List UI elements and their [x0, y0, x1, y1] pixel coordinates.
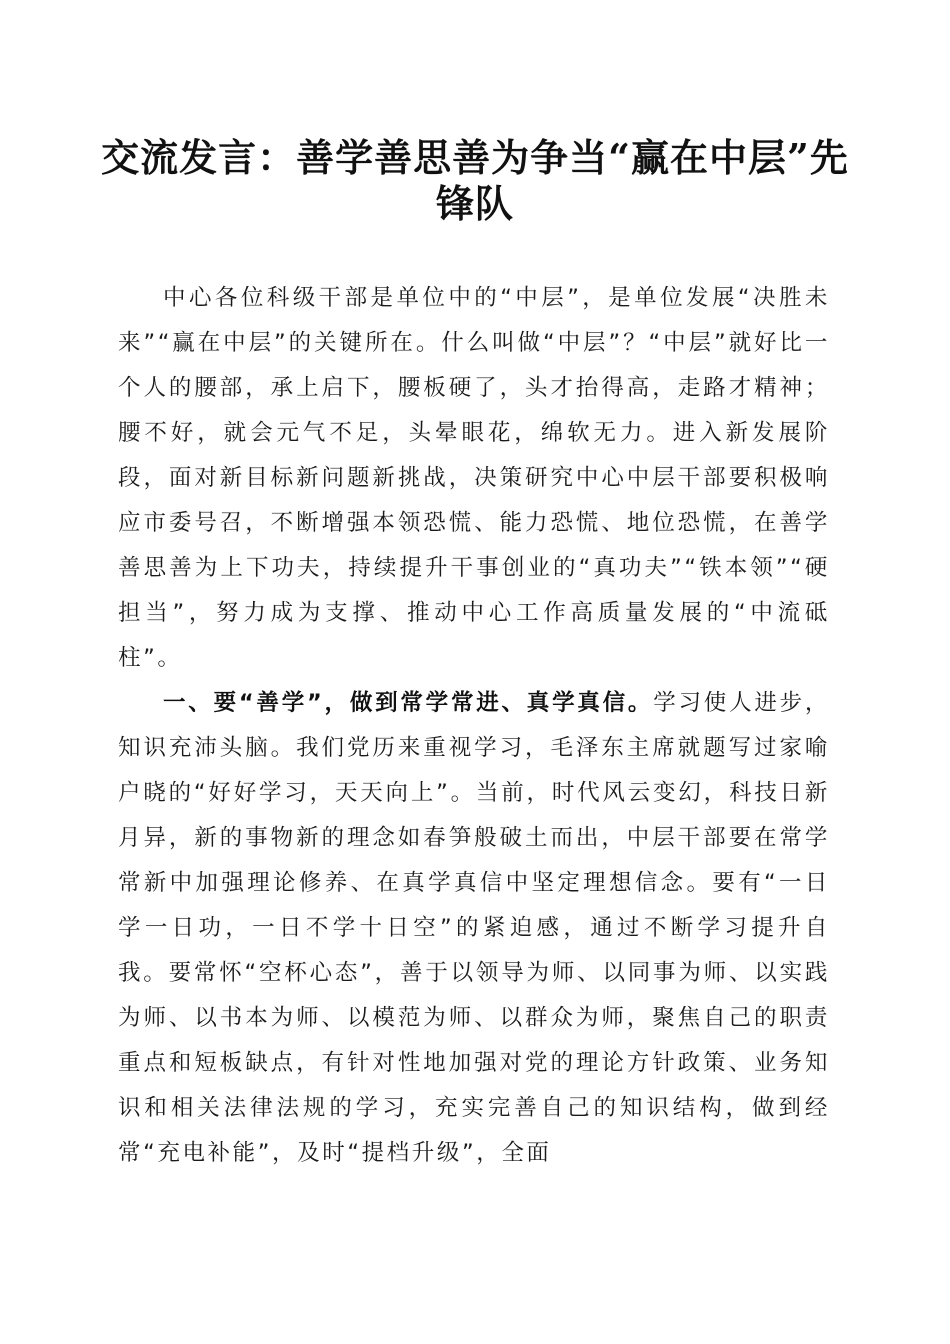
document-body — [118, 276, 830, 1176]
document-title: 交流发言：善学善思善为争当“赢在中层”先锋队 — [101, 135, 849, 226]
section-one-text: 学习使人进步，知识充沛头脑。我们党历来重视学习，毛泽东主席就题写过家喻户晓的“好好学习，天天向上”。当前，时代风云变幻，科技日新月异，新的事物新的理念如春笋般破土而出，中层干部要在常学常新中加强理论修养、在真学真信中坚定理想信念。要有“一日学一日功，一日不学十日空”的紧迫感，通过不断学习提升自我。要常怀“空杯心态”，善于以领导为师、以同事为师、以实践为师、以书本为师、以模范为师、以群众为师，聚焦自己的职责重点和短板缺点，有针对性地加强对党的理论方针政策、业务知识和相关法律法规的学习，充实完善自己的知识结构，做到经常“充电补能”，及时“提档升级”，全面 — [118, 690, 831, 1166]
intro-paragraph — [118, 276, 830, 681]
section-one-heading: 一、要“善学”，做到常学常进、真学真信。 — [163, 690, 654, 716]
intro-paragraph-text: 中心各位科级干部是单位中的“中层”，是单位发展“决胜未来”“赢在中层”的关键所在。什么叫做“中层”？“中层”就好比一个人的腰部，承上启下，腰板硬了，头才抬得高，走路才精神；腰不好，就会元气不足，头晕眼花，绵软无力。进入新发展阶段，面对新目标新问题新挑战，决策研究中心中层干部要积极响应市委号召，不断增强本领恐慌、能力恐慌、地位恐慌，在善学善思善为上下功夫，持续提升干事创业的“真功夫”“铁本领”“硬担当”，努力成为支撑、推动中心工作高质量发展的“中流砥柱”。 — [118, 285, 830, 671]
section-one-paragraph — [118, 681, 830, 1176]
